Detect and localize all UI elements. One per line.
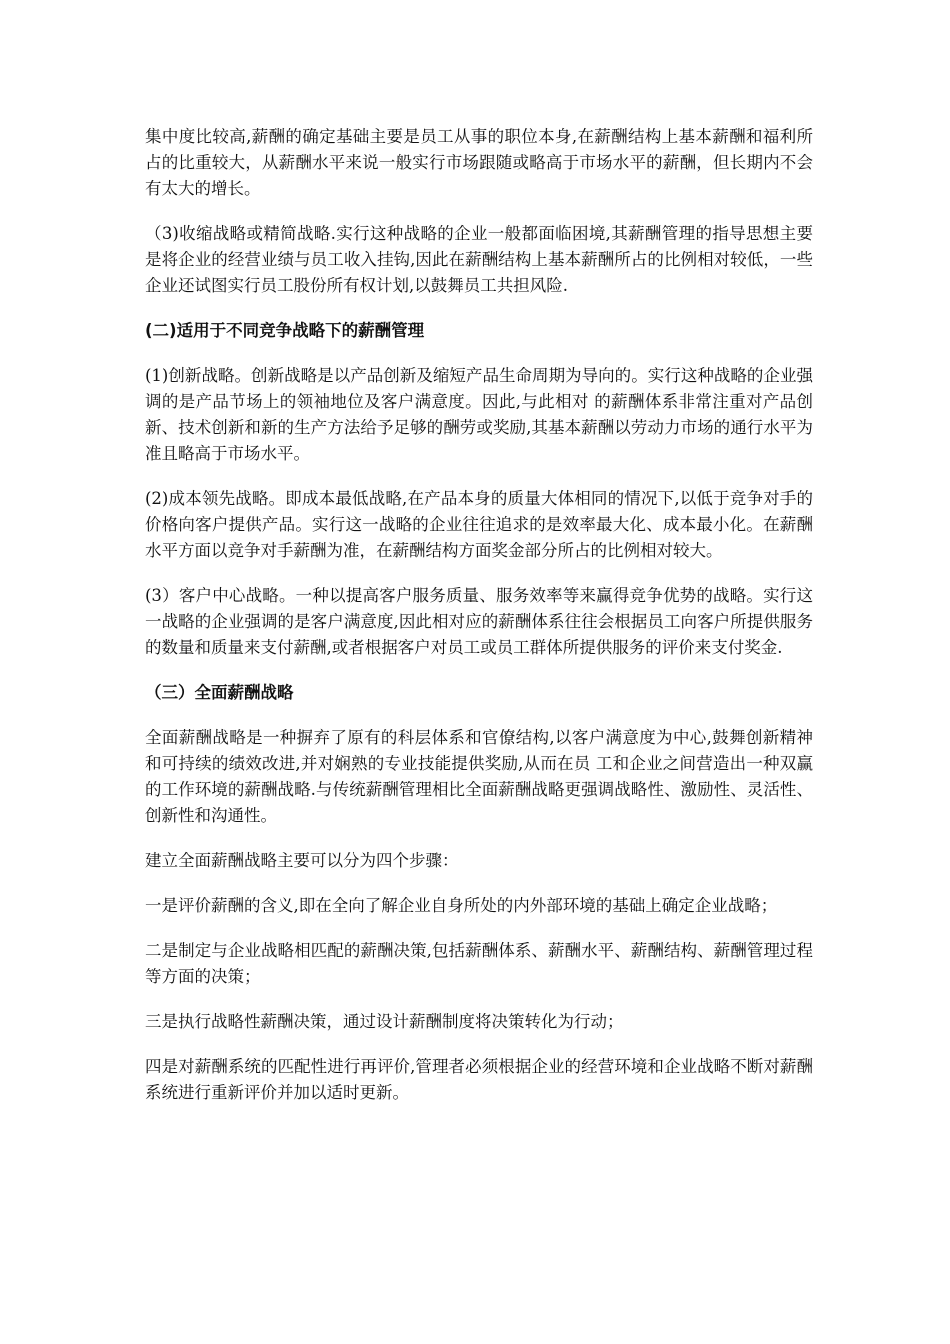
paragraph-cost-leadership-strategy: (2)成本领先战略。即成本最低战略,在产品本身的质量大体相同的情况下,以低于竞争对手的价格向客户提供产品。实行这一战略的企业往往追求的是效率最大化、成本最小化。在薪酬水平方面以竞争对手薪酬为准，在薪酬结构方面奖金部分所占的比例相对较大。 xyxy=(145,489,813,560)
paragraph-step-one: 一是评价薪酬的含义,即在全向了解企业自身所处的内外部环境的基础上确定企业战略； xyxy=(145,896,778,915)
paragraph-growth-strategy-end: 集中度比较高,薪酬的确定基础主要是员工从事的职位本身,在薪酬结构上基本薪酬和福利所占的比重较大，从薪酬水平来说一般实行市场跟随或略高于市场水平的薪酬，但长期内不会有太大的增长。 xyxy=(145,127,813,198)
paragraph-four-steps-intro: 建立全面薪酬战略主要可以分为四个步骤： xyxy=(145,851,459,870)
paragraph-contraction-strategy: （3)收缩战略或精简战略.实行这种战略的企业一般都面临困境,其薪酬管理的指导思想主要是将企业的经营业绩与员工收入挂钩,因此在薪酬结构上基本薪酬所占的比例相对较低，一些企业还试图实行员工股份所有权计划,以鼓舞员工共担风险. xyxy=(145,224,813,295)
paragraph-step-two: 二是制定与企业战略相匹配的薪酬决策,包括薪酬体系、薪酬水平、薪酬结构、薪酬管理过程等方面的决策； xyxy=(145,941,813,986)
section-heading-competitive-strategy: (二)适用于不同竞争战略下的薪酬管理 xyxy=(145,321,425,340)
paragraph-customer-centric-strategy: (3）客户中心战略。一种以提高客户服务质量、服务效率等来赢得竞争优势的战略。实行这一战略的企业强调的是客户满意度,因此相对应的薪酬体系往往会根据员工向客户所提供服务的数量和质量来支付薪酬,或者根据客户对员工或员工群体所提供服务的评价来支付奖金. xyxy=(145,586,813,657)
paragraph-innovation-strategy: (1)创新战略。创新战略是以产品创新及缩短产品生命周期为导向的。实行这种战略的企业强调的是产品节场上的领袖地位及客户满意度。因此,与此相对 的薪酬体系非常注重对产品创新、技术创新和新的生产方法给予足够的酬劳或奖励,其基本薪酬以劳动力市场的通行水平为准且略高于市场水平。 xyxy=(145,366,813,463)
paragraph-step-three: 三是执行战略性薪酬决策，通过设计薪酬制度将决策转化为行动； xyxy=(145,1012,624,1031)
section-heading-total-compensation: （三）全面薪酬战略 xyxy=(145,683,294,702)
document-page xyxy=(145,124,813,1125)
paragraph-total-compensation-definition: 全面薪酬战略是一种摒弃了原有的科层体系和官僚结构,以客户满意度为中心,鼓舞创新精神和可持续的绩效改进,并对娴熟的专业技能提供奖励,从而在员 工和企业之间营造出一种双赢的工作环境的薪酬战略.与传统薪酬管理相比全面薪酬战略更强调战略性、激励性、灵活性、创新性和沟通性。 xyxy=(145,728,813,825)
paragraph-step-four: 四是对薪酬系统的匹配性进行再评价,管理者必须根据企业的经营环境和企业战略不断对薪酬系统进行重新评价并加以适时更新。 xyxy=(145,1057,813,1102)
